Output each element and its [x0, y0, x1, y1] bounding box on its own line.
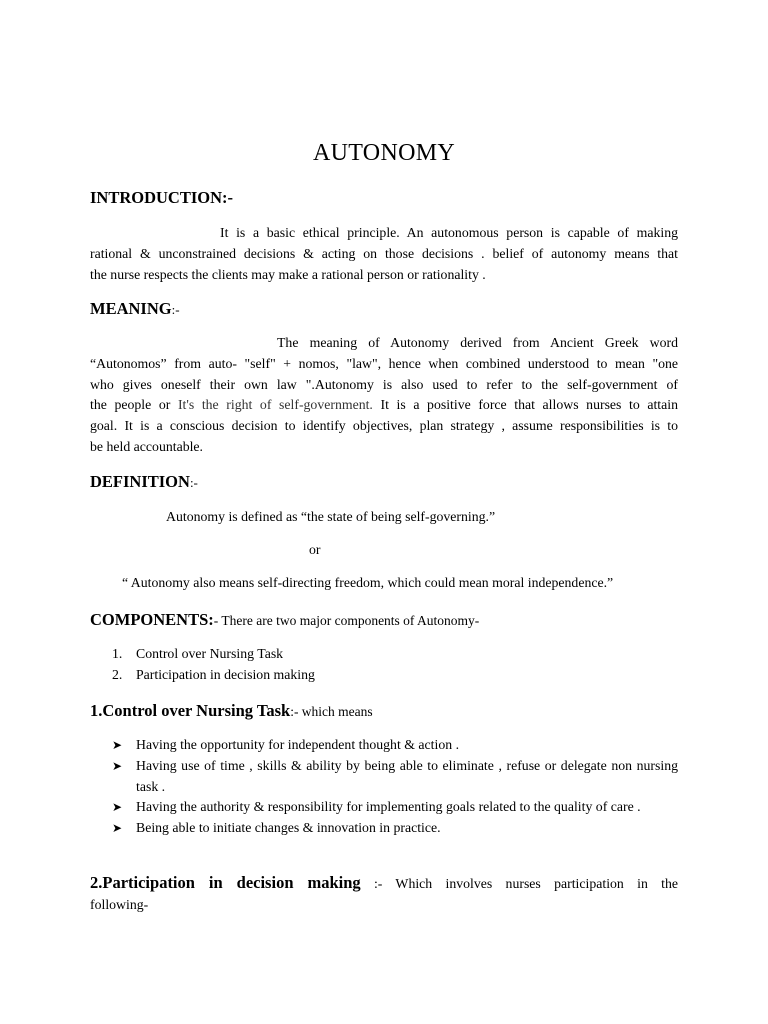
list-item	[112, 756, 678, 798]
arrow-bullet-icon: ➤	[112, 738, 123, 752]
control-heading-trail: :- which means	[290, 704, 373, 719]
participation-line-1	[90, 873, 678, 895]
meaning-line-4-muted: It's the right of self-government.	[177, 397, 373, 413]
bullet-text: Having the opportunity for independent thought & action .	[136, 737, 460, 752]
meaning-line-5: goal. It is a conscious decision to identify objectives, plan strategy , assume responsibilities is to	[90, 418, 678, 434]
list-item	[112, 818, 678, 839]
control-bullet-list	[112, 735, 678, 839]
participation-paragraph	[90, 873, 678, 916]
meaning-paragraph	[90, 333, 678, 458]
list-item-text: Control over Nursing Task	[136, 646, 284, 661]
control-heading-text: 1.Control over Nursing Task	[90, 701, 291, 720]
meaning-line-4-start: the people or	[90, 397, 171, 413]
introduction-heading: INTRODUCTION:-	[90, 188, 234, 207]
arrow-bullet-icon: ➤	[112, 800, 123, 815]
definition-heading-text: DEFINITION	[90, 472, 190, 491]
bullet-text: Having the authority & responsibility for implementing goals related to the quality of care .	[136, 799, 641, 815]
definition-text-2: “ Autonomy also means self-directing freedom, which could mean moral independence.”	[122, 575, 614, 590]
meaning-line-6: be held accountable.	[90, 438, 204, 454]
participation-heading-trail: :- Which involves nurses participation in the	[373, 876, 679, 891]
bullet-text: Being able to initiate changes & innovation in practice.	[136, 820, 441, 836]
participation-line-2: following-	[90, 896, 149, 912]
list-item	[112, 797, 678, 818]
arrow-bullet-icon: ➤	[112, 821, 123, 836]
components-list	[112, 644, 315, 686]
list-item	[112, 665, 315, 686]
list-item	[112, 735, 678, 756]
meaning-heading-suffix: :-	[171, 302, 180, 317]
intro-line-2: rational & unconstrained decisions & acting on those decisions . belief of autonomy means that	[90, 245, 678, 261]
control-heading	[90, 701, 373, 721]
definition-heading-suffix: :-	[189, 475, 198, 490]
definition-or: or	[309, 542, 321, 557]
meaning-line-4-end: It is a positive force that allows nurses to attain	[380, 397, 679, 413]
introduction-paragraph	[90, 223, 678, 285]
list-item-number: 1.	[112, 646, 123, 661]
definition-heading	[90, 472, 198, 492]
meaning-line-3: who gives oneself their own law ".Autonomy is also used to refer to the self-government of	[90, 376, 678, 392]
meaning-line-1: The meaning of Autonomy derived from Ancient Greek word	[277, 335, 678, 350]
meaning-line-2: “Autonomos” from auto- "self" + nomos, "law", hence when combined understood to mean "one	[90, 355, 678, 371]
arrow-bullet-icon: ➤	[112, 758, 123, 773]
list-item-number: 2.	[112, 666, 123, 682]
components-heading-trail: - There are two major components of Autonomy-	[213, 613, 480, 628]
meaning-line-4	[90, 395, 678, 416]
list-item	[112, 644, 315, 665]
definition-text-1: Autonomy is defined as “the state of being self-governing.”	[166, 509, 496, 524]
components-heading-text: COMPONENTS:	[90, 610, 214, 629]
meaning-heading	[90, 299, 180, 319]
meaning-heading-text: MEANING	[90, 299, 172, 318]
list-item-text: Participation in decision making	[136, 666, 315, 682]
participation-heading: 2.Participation in decision making	[90, 873, 361, 892]
components-heading	[90, 610, 479, 630]
page-title: AUTONOMY	[313, 140, 455, 166]
intro-line-3: the nurse respects the clients may make a rational person or rationality .	[90, 266, 486, 282]
intro-line-1: It is a basic ethical principle. An autonomous person is capable of making	[220, 225, 678, 240]
bullet-text: Having use of time , skills & ability by being able to eliminate , refuse or delegate non nursing task .	[136, 757, 678, 794]
